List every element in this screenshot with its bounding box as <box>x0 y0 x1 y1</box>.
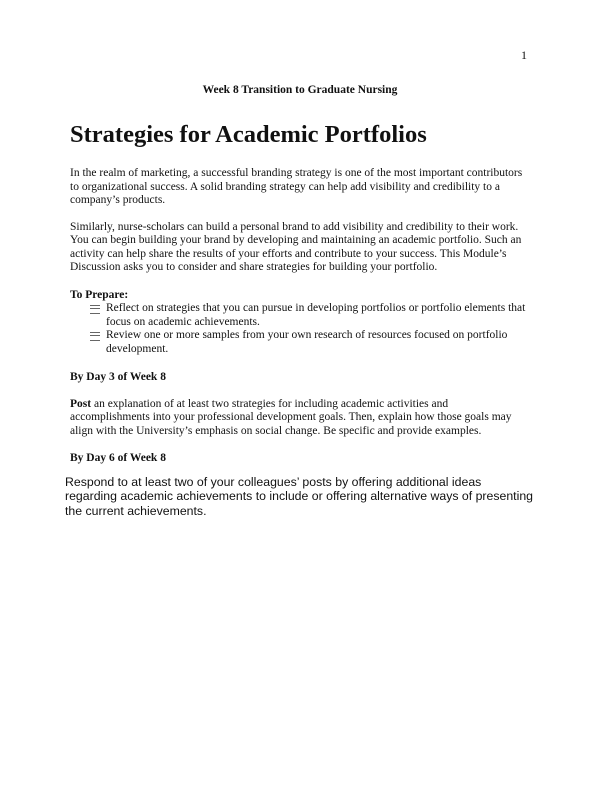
to-prepare-heading: To Prepare: <box>70 288 129 301</box>
post-lead-word: Post <box>70 397 92 410</box>
post-instructions-text: an explanation of at least two strategies for including academic activities and accomplishments into your professional development goals. Then, explain how those goals may align with the University’s emphasis on social change. Be specific and provide examples. <box>70 397 512 437</box>
list-item-text: Reflect on strategies that you can pursue in developing portfolios or portfolio elements that focus on academic achievements. <box>106 302 526 328</box>
course-header: Week 8 Transition to Graduate Nursing <box>202 84 398 96</box>
list-item-text: Review one or more samples from your own research of resources focused on portfolio development. <box>106 329 508 355</box>
day3-heading: By Day 3 of Week 8 <box>70 371 166 383</box>
page-number: 1 <box>521 48 527 62</box>
intro-paragraph: In the realm of marketing, a successful branding strategy is one of the most important contributors to organizational success. A solid branding strategy can help add visibility and credibility to a company’s products. <box>70 167 523 206</box>
document-body <box>65 167 534 518</box>
bullet-icon <box>90 305 100 314</box>
list-item <box>90 329 530 356</box>
bullet-icon <box>90 332 100 341</box>
day6-heading: By Day 6 of Week 8 <box>70 452 166 464</box>
respond-instructions: Respond to at least two of your colleagues’ posts by offering additional ideas regarding academic achievements to include or offering alternative ways of presenting the current achievements. <box>65 474 534 518</box>
post-instructions <box>70 398 530 439</box>
personal-brand-paragraph: Similarly, nurse-scholars can build a personal brand to add visibility and credibility to their work. You can begin building your brand by developing and maintaining an academic portfolio. Such an activity can help share the results of your efforts and contribute to your success. This Module’s Discussion asks you to consider and share strategies for building your portfolio. <box>70 220 522 273</box>
to-prepare-list <box>90 302 530 356</box>
page-title: Strategies for Academic Portfolios <box>70 121 427 148</box>
list-item <box>90 302 530 329</box>
